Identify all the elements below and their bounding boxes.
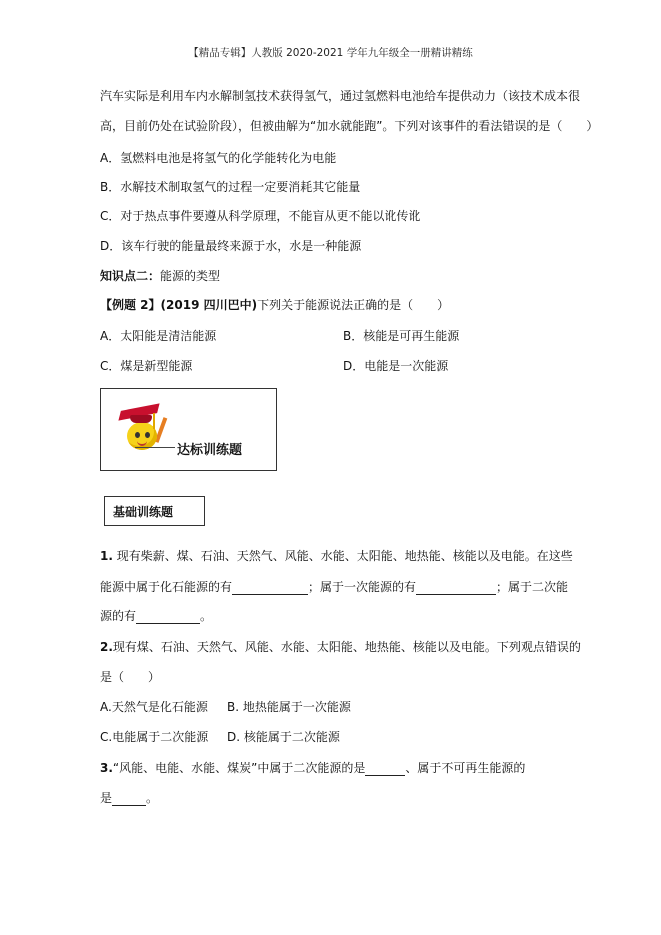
section-label: 知识点二： [100,269,161,283]
q1-end: 。 [200,609,213,623]
intro-option-b: B．水解技术制取氢气的过程一定要消耗其它能量 [100,180,361,194]
q1-blank-3[interactable] [136,609,200,624]
q1-text: 现有柴薪、煤、石油、天然气、风能、水能、太阳能、地热能、核能以及电能。在这些 [116,549,573,563]
q3-blank-2[interactable] [112,791,146,806]
q3-part-2: 、属于不可再生能源的 [405,761,526,775]
q2-option-c: C.电能属于二次能源 [100,730,209,744]
q1-part-3: ；属于二次能 [496,580,569,594]
example-option-d: D．电能是一次能源 [343,359,449,373]
q1-number: 1. [100,549,113,563]
intro-option-d: D．该车行驶的能量最终来源于水，水是一种能源 [100,239,362,253]
q1-blank-2[interactable] [416,580,496,595]
intro-line-2: 高，目前仍处在试验阶段），但被曲解为“加水就能跑”。下列对该事件的看法错误的是（ ） [100,119,599,133]
q1-line-3 [100,608,212,624]
example-question-text: 下列关于能源说法正确的是（ ） [257,298,450,312]
intro-option-c: C．对于热点事件要遵从科学原理，不能盲从更不能以讹传讹 [100,209,421,223]
example-question [100,297,449,313]
q1-blank-1[interactable] [232,580,308,595]
q3-line-2 [100,790,158,806]
q1-part-1: 能源中属于化石能源的有 [100,580,233,594]
banner-title: 达标训练题 [177,443,243,458]
q1-line-1 [100,548,573,564]
example-tag: 【例题 2】 [100,298,161,312]
q3-number: 3. [100,761,113,775]
q3-end: 。 [146,791,159,805]
q2-text: 现有煤、石油、天然气、风能、水能、太阳能、地热能、核能以及电能。下列观点错误的 [112,640,581,654]
q1-line-2 [100,579,568,595]
example-option-b: B．核能是可再生能源 [343,329,460,343]
example-option-c: C．煤是新型能源 [100,359,193,373]
example-option-a: A．太阳能是清洁能源 [100,329,217,343]
q3-part-3: 是 [100,791,113,805]
practice-banner [100,388,277,471]
q3-part-1: “风能、电能、水能、煤炭”中属于二次能源的是 [112,761,366,775]
q2-number: 2. [100,640,113,654]
section-title: 能源的类型 [160,269,221,283]
intro-option-a: A．氢燃料电池是将氢气的化学能转化为电能 [100,151,337,165]
q3-line-1 [100,760,525,776]
q3-blank-1[interactable] [365,761,405,776]
section-heading [100,268,220,284]
basic-training-box [104,496,205,526]
example-source: (2019 四川巴中) [160,298,258,312]
page-header: 【精品专辑】人教版 2020-2021 学年九年级全一册精讲精练 [188,47,473,59]
banner-underline [135,447,175,448]
q1-part-2: ；属于一次能源的有 [308,580,417,594]
q1-part-4: 源的有 [100,609,137,623]
q2-line-1 [100,639,581,655]
intro-line-1: 汽车实际是利用车内水解制氢技术获得氢气，通过氢燃料电池给车提供动力（该技术成本很 [100,89,581,103]
q2-option-d: D. 核能属于二次能源 [227,730,340,744]
q2-option-b: B. 地热能属于一次能源 [227,700,351,714]
q2-option-a: A.天然气是化石能源 [100,700,208,714]
q2-line-2: 是（ ） [100,670,161,684]
basic-training-title: 基础训练题 [113,505,174,519]
